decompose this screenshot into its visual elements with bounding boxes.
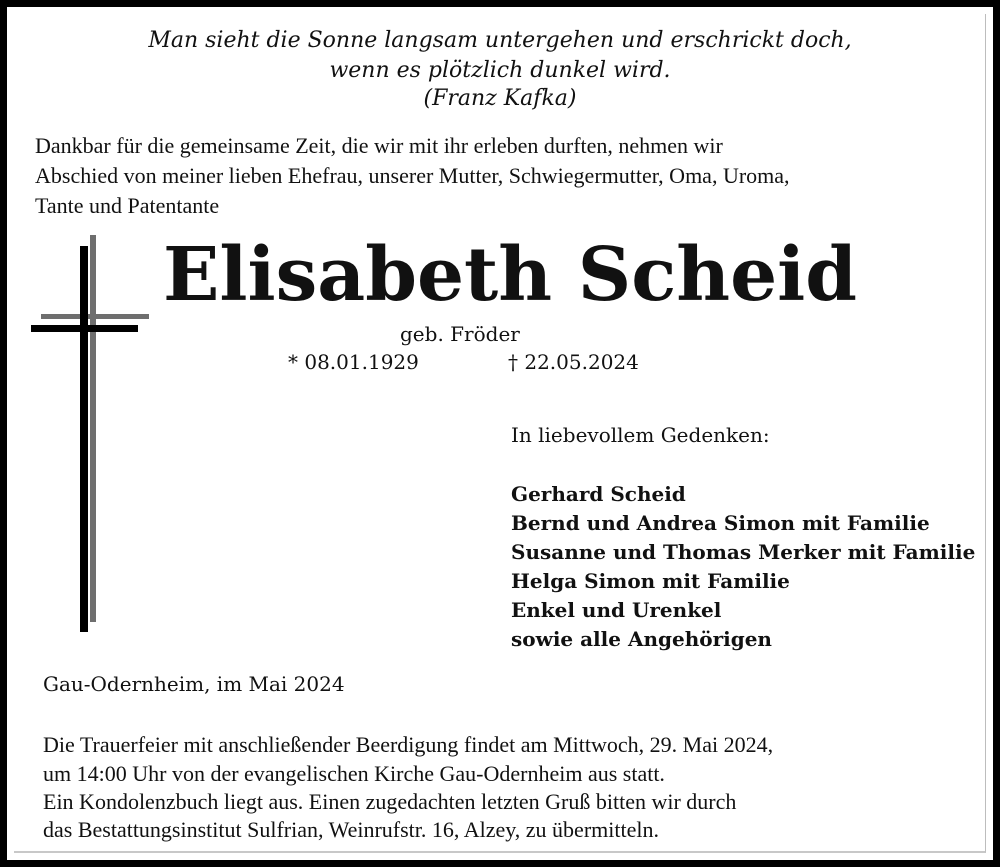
intro-line-3: Tante und Patentante xyxy=(35,193,220,218)
mourner-name: Enkel und Urenkel xyxy=(511,598,722,622)
mourner-name: sowie alle Angehörigen xyxy=(511,627,772,651)
mourner-name: Susanne und Thomas Merker mit Familie xyxy=(511,540,976,564)
memory-heading: In liebevollem Gedenken: xyxy=(511,423,770,447)
intro-line-1: Dankbar für die gemeinsame Zeit, die wir mit ihr erleben durften, nehmen wir xyxy=(35,133,723,158)
mourner-name: Gerhard Scheid xyxy=(511,482,686,506)
deceased-name: Elisabeth Scheid xyxy=(162,232,858,318)
cross-horizontal xyxy=(31,325,138,332)
funeral-notice-line-4: das Bestattungsinstitut Sulfrian, Weinrufstr. 16, Alzey, zu übermitteln. xyxy=(43,817,659,842)
mourner-name: Helga Simon mit Familie xyxy=(511,569,790,593)
birth-date: * 08.01.1929 xyxy=(288,350,419,374)
quote-line-1: Man sieht die Sonne langsam untergehen und erschrickt doch, xyxy=(148,28,852,53)
born-name: geb. Fröder xyxy=(400,322,520,346)
funeral-notice-line-1: Die Trauerfeier mit anschließender Beerdigung findet am Mittwoch, 29. Mai 2024, xyxy=(43,732,774,757)
mourner-name: Bernd und Andrea Simon mit Familie xyxy=(511,511,930,535)
quote-line-2: wenn es plötzlich dunkel wird. xyxy=(329,58,671,83)
place-date: Gau-Odernheim, im Mai 2024 xyxy=(43,672,345,696)
quote-author: (Franz Kafka) xyxy=(423,86,577,111)
funeral-notice-line-2: um 14:00 Uhr von der evangelischen Kirche Gau-Odernheim aus statt. xyxy=(43,761,665,786)
funeral-notice-line-3: Ein Kondolenzbuch liegt aus. Einen zugedachten letzten Gruß bitten wir durch xyxy=(43,789,737,814)
intro-line-2: Abschied von meiner lieben Ehefrau, unserer Mutter, Schwiegermutter, Oma, Uroma, xyxy=(35,163,790,188)
death-date: † 22.05.2024 xyxy=(508,350,639,374)
